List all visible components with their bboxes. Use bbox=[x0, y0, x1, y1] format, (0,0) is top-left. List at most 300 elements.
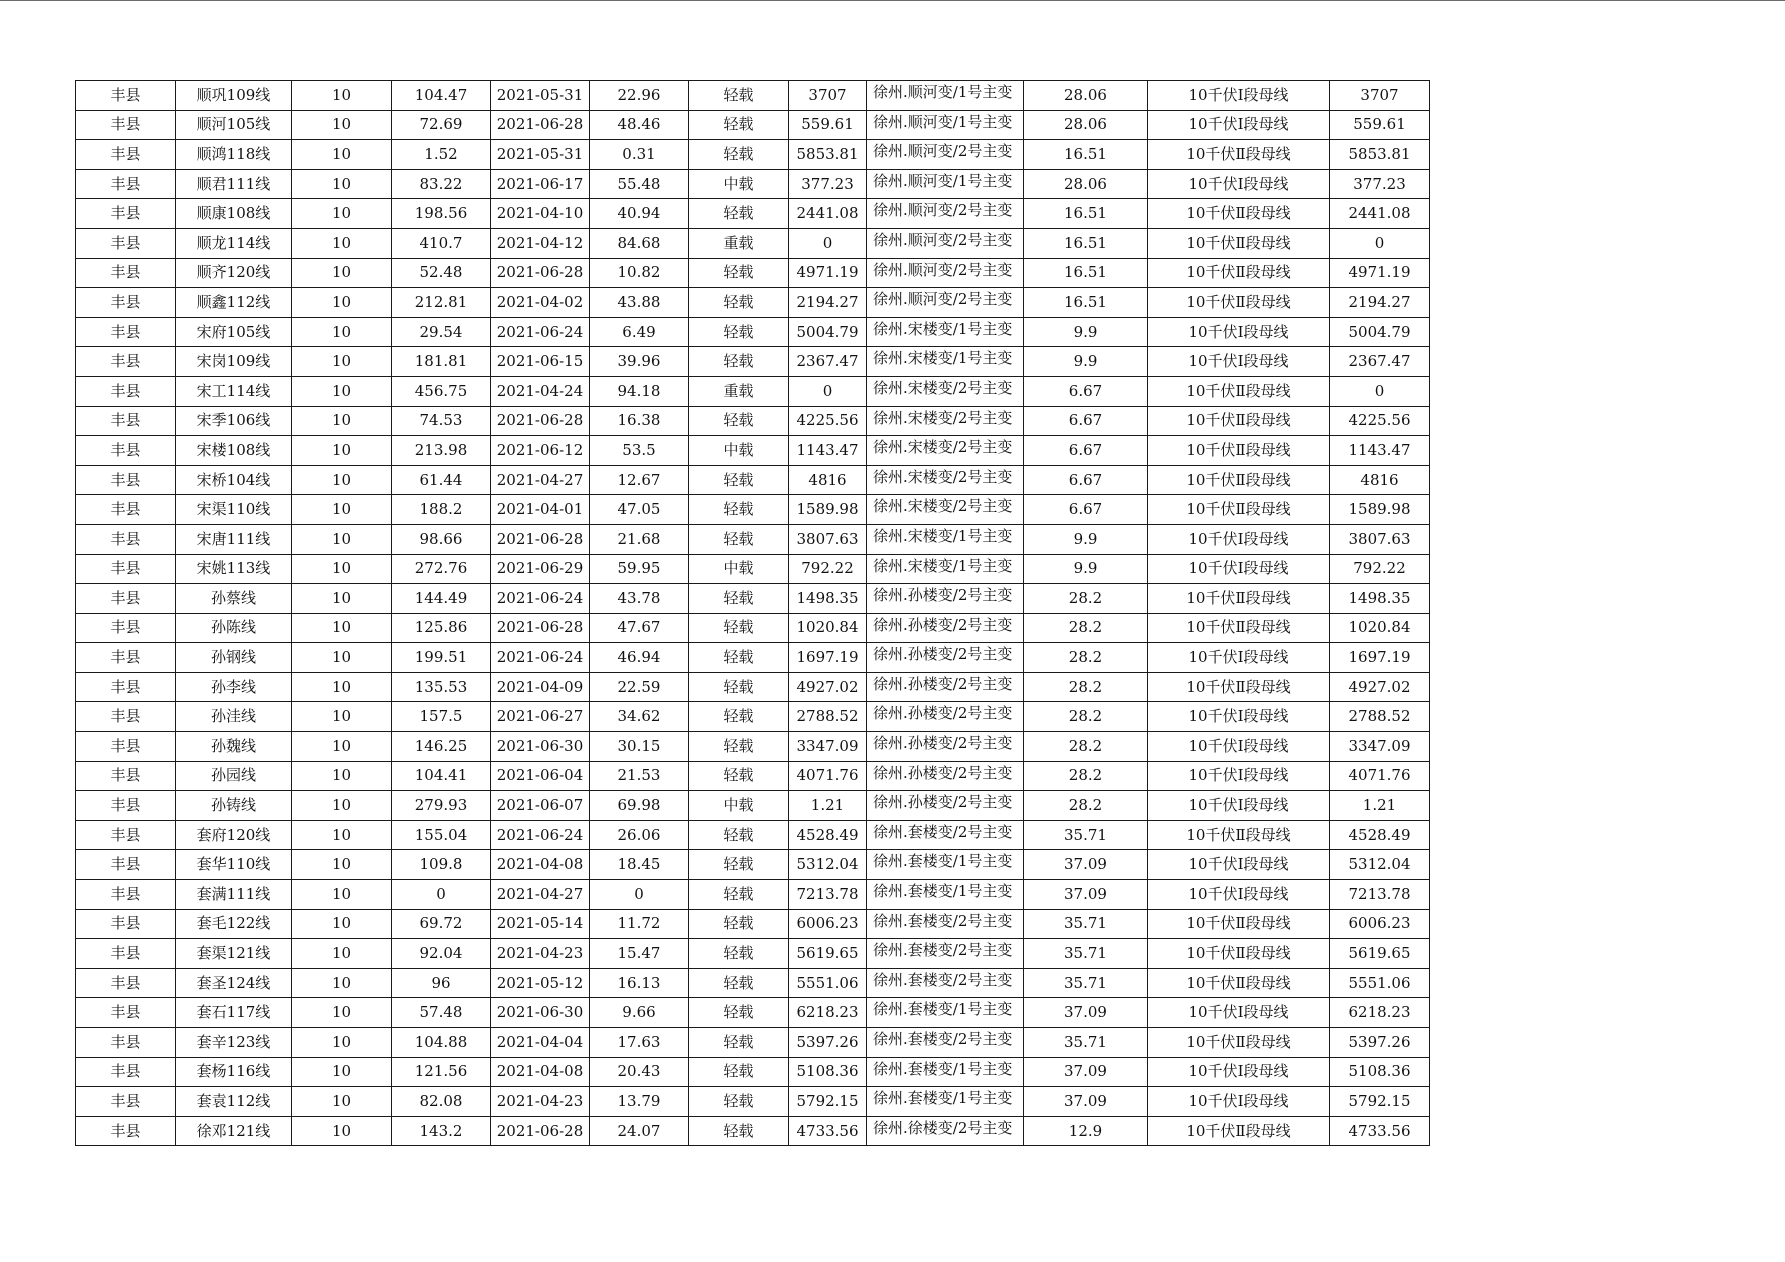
cell-value-c: 16.51 bbox=[1024, 140, 1148, 170]
cell-line-name: 孙陈线 bbox=[176, 613, 292, 643]
cell-line-name: 宋渠110线 bbox=[176, 495, 292, 525]
cell-text: 徐州.宋楼变/1号主变 bbox=[873, 556, 1013, 575]
cell-bus-section: 10千伏Ⅱ段母线 bbox=[1148, 436, 1330, 466]
cell-value-d: 6006.23 bbox=[1330, 909, 1430, 939]
cell-bus-section: 10千伏Ⅱ段母线 bbox=[1148, 406, 1330, 436]
table-row bbox=[76, 672, 1430, 702]
cell-value-c: 6.67 bbox=[1024, 376, 1148, 406]
cell-load-status: 中载 bbox=[689, 169, 789, 199]
cell-value-d: 0 bbox=[1330, 376, 1430, 406]
cell-substation-transformer bbox=[867, 880, 1024, 910]
cell-voltage: 10 bbox=[292, 1057, 392, 1087]
table-row bbox=[76, 406, 1430, 436]
cell-value-a: 181.81 bbox=[392, 347, 491, 377]
cell-substation-transformer bbox=[867, 702, 1024, 732]
cell-substation-transformer bbox=[867, 909, 1024, 939]
cell-value-a: 52.48 bbox=[392, 258, 491, 288]
cell-county: 丰县 bbox=[76, 761, 176, 791]
cell-line-name: 孙铸线 bbox=[176, 791, 292, 821]
cell-voltage: 10 bbox=[292, 1028, 392, 1058]
cell-load-rate: 69.98 bbox=[590, 791, 689, 821]
cell-value-a: 72.69 bbox=[392, 110, 491, 140]
cell-load-status: 重载 bbox=[689, 228, 789, 258]
cell-date: 2021-04-04 bbox=[491, 1028, 590, 1058]
cell-substation-transformer bbox=[867, 228, 1024, 258]
table-row bbox=[76, 169, 1430, 199]
cell-text: 徐州.孙楼变/2号主变 bbox=[873, 645, 1013, 664]
cell-bus-section: 10千伏Ⅰ段母线 bbox=[1148, 317, 1330, 347]
cell-load-status: 轻载 bbox=[689, 672, 789, 702]
cell-value-b: 3347.09 bbox=[789, 732, 867, 762]
cell-value-c: 35.71 bbox=[1024, 939, 1148, 969]
cell-text: 徐州.徐楼变/2号主变 bbox=[873, 1118, 1013, 1137]
cell-value-a: 29.54 bbox=[392, 317, 491, 347]
cell-bus-section: 10千伏Ⅰ段母线 bbox=[1148, 791, 1330, 821]
cell-county: 丰县 bbox=[76, 317, 176, 347]
cell-value-b: 792.22 bbox=[789, 554, 867, 584]
cell-voltage: 10 bbox=[292, 1116, 392, 1146]
cell-value-c: 28.2 bbox=[1024, 643, 1148, 673]
cell-line-name: 宋工114线 bbox=[176, 376, 292, 406]
cell-load-rate: 13.79 bbox=[590, 1087, 689, 1117]
cell-substation-transformer bbox=[867, 140, 1024, 170]
cell-line-name: 套辛123线 bbox=[176, 1028, 292, 1058]
cell-date: 2021-05-14 bbox=[491, 909, 590, 939]
table-row bbox=[76, 998, 1430, 1028]
cell-text: 徐州.套楼变/1号主变 bbox=[873, 852, 1013, 871]
cell-value-a: 212.81 bbox=[392, 288, 491, 318]
cell-voltage: 10 bbox=[292, 436, 392, 466]
cell-value-b: 2788.52 bbox=[789, 702, 867, 732]
table-row bbox=[76, 258, 1430, 288]
cell-text: 徐州.宋楼变/2号主变 bbox=[873, 467, 1013, 486]
cell-value-c: 28.06 bbox=[1024, 169, 1148, 199]
cell-text: 徐州.宋楼变/1号主变 bbox=[873, 349, 1013, 368]
cell-text: 徐州.宋楼变/2号主变 bbox=[873, 438, 1013, 457]
cell-value-b: 0 bbox=[789, 228, 867, 258]
cell-substation-transformer bbox=[867, 791, 1024, 821]
cell-value-d: 559.61 bbox=[1330, 110, 1430, 140]
cell-value-a: 410.7 bbox=[392, 228, 491, 258]
cell-load-rate: 11.72 bbox=[590, 909, 689, 939]
cell-date: 2021-04-02 bbox=[491, 288, 590, 318]
cell-value-a: 144.49 bbox=[392, 584, 491, 614]
cell-county: 丰县 bbox=[76, 169, 176, 199]
cell-text: 徐州.孙楼变/2号主变 bbox=[873, 704, 1013, 723]
table-row bbox=[76, 436, 1430, 466]
cell-load-rate: 53.5 bbox=[590, 436, 689, 466]
cell-bus-section: 10千伏Ⅱ段母线 bbox=[1148, 376, 1330, 406]
cell-text: 徐州.顺河变/2号主变 bbox=[873, 142, 1013, 161]
cell-text: 徐州.套楼变/1号主变 bbox=[873, 1059, 1013, 1078]
cell-date: 2021-06-29 bbox=[491, 554, 590, 584]
cell-value-d: 4927.02 bbox=[1330, 672, 1430, 702]
cell-substation-transformer bbox=[867, 436, 1024, 466]
cell-value-a: 61.44 bbox=[392, 465, 491, 495]
cell-value-a: 213.98 bbox=[392, 436, 491, 466]
cell-value-c: 6.67 bbox=[1024, 495, 1148, 525]
cell-county: 丰县 bbox=[76, 672, 176, 702]
cell-date: 2021-04-27 bbox=[491, 880, 590, 910]
cell-voltage: 10 bbox=[292, 584, 392, 614]
cell-line-name: 顺巩109线 bbox=[176, 81, 292, 111]
cell-value-c: 37.09 bbox=[1024, 1087, 1148, 1117]
cell-date: 2021-04-23 bbox=[491, 939, 590, 969]
cell-value-b: 4927.02 bbox=[789, 672, 867, 702]
cell-value-d: 1589.98 bbox=[1330, 495, 1430, 525]
cell-value-a: 272.76 bbox=[392, 554, 491, 584]
cell-load-status: 中载 bbox=[689, 791, 789, 821]
cell-bus-section: 10千伏Ⅱ段母线 bbox=[1148, 939, 1330, 969]
cell-substation-transformer bbox=[867, 968, 1024, 998]
cell-load-status: 轻载 bbox=[689, 140, 789, 170]
cell-county: 丰县 bbox=[76, 436, 176, 466]
cell-voltage: 10 bbox=[292, 820, 392, 850]
cell-load-status: 轻载 bbox=[689, 1116, 789, 1146]
cell-bus-section: 10千伏Ⅱ段母线 bbox=[1148, 258, 1330, 288]
cell-value-a: 143.2 bbox=[392, 1116, 491, 1146]
cell-load-status: 轻载 bbox=[689, 288, 789, 318]
cell-value-c: 16.51 bbox=[1024, 199, 1148, 229]
table-row bbox=[76, 880, 1430, 910]
cell-date: 2021-06-24 bbox=[491, 317, 590, 347]
table-row bbox=[76, 968, 1430, 998]
cell-value-c: 35.71 bbox=[1024, 820, 1148, 850]
cell-value-b: 5792.15 bbox=[789, 1087, 867, 1117]
cell-load-rate: 24.07 bbox=[590, 1116, 689, 1146]
cell-date: 2021-06-07 bbox=[491, 791, 590, 821]
cell-date: 2021-04-12 bbox=[491, 228, 590, 258]
table-row bbox=[76, 1087, 1430, 1117]
cell-load-rate: 6.49 bbox=[590, 317, 689, 347]
cell-voltage: 10 bbox=[292, 998, 392, 1028]
cell-text: 徐州.顺河变/2号主变 bbox=[873, 201, 1013, 220]
cell-value-a: 104.47 bbox=[392, 81, 491, 111]
cell-voltage: 10 bbox=[292, 288, 392, 318]
cell-date: 2021-06-17 bbox=[491, 169, 590, 199]
cell-bus-section: 10千伏Ⅰ段母线 bbox=[1148, 761, 1330, 791]
cell-date: 2021-05-31 bbox=[491, 81, 590, 111]
cell-value-c: 37.09 bbox=[1024, 1057, 1148, 1087]
cell-value-b: 1697.19 bbox=[789, 643, 867, 673]
cell-date: 2021-06-24 bbox=[491, 820, 590, 850]
cell-value-d: 1697.19 bbox=[1330, 643, 1430, 673]
cell-value-c: 28.2 bbox=[1024, 613, 1148, 643]
cell-substation-transformer bbox=[867, 524, 1024, 554]
cell-load-rate: 9.66 bbox=[590, 998, 689, 1028]
cell-text: 徐州.孙楼变/2号主变 bbox=[873, 763, 1013, 782]
table-row bbox=[76, 376, 1430, 406]
cell-line-name: 宋楼108线 bbox=[176, 436, 292, 466]
cell-load-status: 轻载 bbox=[689, 584, 789, 614]
cell-load-status: 轻载 bbox=[689, 495, 789, 525]
cell-value-a: 92.04 bbox=[392, 939, 491, 969]
cell-value-d: 2441.08 bbox=[1330, 199, 1430, 229]
cell-substation-transformer bbox=[867, 1057, 1024, 1087]
cell-county: 丰县 bbox=[76, 1057, 176, 1087]
table-row bbox=[76, 288, 1430, 318]
cell-line-name: 顺鸿118线 bbox=[176, 140, 292, 170]
cell-date: 2021-06-28 bbox=[491, 524, 590, 554]
cell-date: 2021-06-30 bbox=[491, 998, 590, 1028]
cell-county: 丰县 bbox=[76, 347, 176, 377]
cell-value-a: 83.22 bbox=[392, 169, 491, 199]
table-row bbox=[76, 465, 1430, 495]
cell-value-a: 279.93 bbox=[392, 791, 491, 821]
cell-value-a: 135.53 bbox=[392, 672, 491, 702]
cell-voltage: 10 bbox=[292, 909, 392, 939]
cell-voltage: 10 bbox=[292, 791, 392, 821]
cell-value-b: 4971.19 bbox=[789, 258, 867, 288]
cell-value-a: 1.52 bbox=[392, 140, 491, 170]
cell-load-rate: 17.63 bbox=[590, 1028, 689, 1058]
cell-county: 丰县 bbox=[76, 732, 176, 762]
cell-bus-section: 10千伏Ⅱ段母线 bbox=[1148, 820, 1330, 850]
cell-value-d: 4071.76 bbox=[1330, 761, 1430, 791]
cell-bus-section: 10千伏Ⅱ段母线 bbox=[1148, 465, 1330, 495]
cell-value-a: 57.48 bbox=[392, 998, 491, 1028]
cell-value-d: 792.22 bbox=[1330, 554, 1430, 584]
cell-value-b: 559.61 bbox=[789, 110, 867, 140]
cell-value-d: 5108.36 bbox=[1330, 1057, 1430, 1087]
cell-bus-section: 10千伏Ⅱ段母线 bbox=[1148, 672, 1330, 702]
cell-load-status: 中载 bbox=[689, 554, 789, 584]
cell-county: 丰县 bbox=[76, 524, 176, 554]
cell-load-rate: 10.82 bbox=[590, 258, 689, 288]
cell-value-d: 1.21 bbox=[1330, 791, 1430, 821]
cell-substation-transformer bbox=[867, 643, 1024, 673]
cell-value-c: 37.09 bbox=[1024, 998, 1148, 1028]
cell-voltage: 10 bbox=[292, 850, 392, 880]
cell-value-c: 6.67 bbox=[1024, 465, 1148, 495]
cell-load-status: 轻载 bbox=[689, 939, 789, 969]
cell-value-c: 28.2 bbox=[1024, 672, 1148, 702]
cell-text: 徐州.顺河变/1号主变 bbox=[873, 112, 1013, 131]
cell-line-name: 套袁112线 bbox=[176, 1087, 292, 1117]
cell-line-name: 孙李线 bbox=[176, 672, 292, 702]
cell-line-name: 顺河105线 bbox=[176, 110, 292, 140]
cell-county: 丰县 bbox=[76, 376, 176, 406]
cell-load-rate: 21.53 bbox=[590, 761, 689, 791]
cell-line-name: 孙蔡线 bbox=[176, 584, 292, 614]
cell-county: 丰县 bbox=[76, 1028, 176, 1058]
table-row bbox=[76, 317, 1430, 347]
cell-voltage: 10 bbox=[292, 1087, 392, 1117]
cell-value-d: 5551.06 bbox=[1330, 968, 1430, 998]
cell-value-b: 3707 bbox=[789, 81, 867, 111]
cell-county: 丰县 bbox=[76, 1116, 176, 1146]
cell-load-status: 轻载 bbox=[689, 347, 789, 377]
cell-text: 徐州.套楼变/2号主变 bbox=[873, 970, 1013, 989]
cell-value-b: 7213.78 bbox=[789, 880, 867, 910]
cell-date: 2021-06-28 bbox=[491, 258, 590, 288]
cell-value-b: 5551.06 bbox=[789, 968, 867, 998]
cell-date: 2021-06-24 bbox=[491, 584, 590, 614]
cell-substation-transformer bbox=[867, 732, 1024, 762]
cell-voltage: 10 bbox=[292, 880, 392, 910]
cell-load-rate: 16.38 bbox=[590, 406, 689, 436]
cell-date: 2021-04-09 bbox=[491, 672, 590, 702]
cell-value-d: 5004.79 bbox=[1330, 317, 1430, 347]
cell-text: 徐州.宋楼变/2号主变 bbox=[873, 408, 1013, 427]
cell-text: 徐州.套楼变/2号主变 bbox=[873, 941, 1013, 960]
cell-text: 徐州.顺河变/1号主变 bbox=[873, 171, 1013, 190]
cell-bus-section: 10千伏Ⅱ段母线 bbox=[1148, 140, 1330, 170]
cell-value-d: 5619.65 bbox=[1330, 939, 1430, 969]
cell-voltage: 10 bbox=[292, 672, 392, 702]
cell-load-rate: 21.68 bbox=[590, 524, 689, 554]
cell-substation-transformer bbox=[867, 347, 1024, 377]
cell-load-status: 轻载 bbox=[689, 465, 789, 495]
cell-substation-transformer bbox=[867, 761, 1024, 791]
cell-load-status: 轻载 bbox=[689, 406, 789, 436]
cell-substation-transformer bbox=[867, 406, 1024, 436]
cell-voltage: 10 bbox=[292, 939, 392, 969]
cell-value-b: 4071.76 bbox=[789, 761, 867, 791]
cell-county: 丰县 bbox=[76, 939, 176, 969]
cell-load-rate: 0 bbox=[590, 880, 689, 910]
cell-value-b: 1.21 bbox=[789, 791, 867, 821]
cell-text: 徐州.顺河变/2号主变 bbox=[873, 260, 1013, 279]
cell-county: 丰县 bbox=[76, 288, 176, 318]
cell-voltage: 10 bbox=[292, 524, 392, 554]
cell-value-d: 4733.56 bbox=[1330, 1116, 1430, 1146]
cell-substation-transformer bbox=[867, 288, 1024, 318]
cell-line-name: 孙钢线 bbox=[176, 643, 292, 673]
table-row bbox=[76, 820, 1430, 850]
cell-load-status: 轻载 bbox=[689, 702, 789, 732]
cell-load-rate: 12.67 bbox=[590, 465, 689, 495]
cell-load-rate: 47.67 bbox=[590, 613, 689, 643]
cell-value-b: 2367.47 bbox=[789, 347, 867, 377]
table-row bbox=[76, 1028, 1430, 1058]
cell-substation-transformer bbox=[867, 495, 1024, 525]
cell-voltage: 10 bbox=[292, 643, 392, 673]
cell-load-rate: 55.48 bbox=[590, 169, 689, 199]
cell-voltage: 10 bbox=[292, 376, 392, 406]
cell-substation-transformer bbox=[867, 169, 1024, 199]
cell-value-b: 5619.65 bbox=[789, 939, 867, 969]
cell-value-d: 377.23 bbox=[1330, 169, 1430, 199]
cell-value-c: 16.51 bbox=[1024, 228, 1148, 258]
table-body bbox=[76, 81, 1430, 1146]
cell-line-name: 套毛122线 bbox=[176, 909, 292, 939]
cell-bus-section: 10千伏Ⅰ段母线 bbox=[1148, 850, 1330, 880]
cell-bus-section: 10千伏Ⅱ段母线 bbox=[1148, 495, 1330, 525]
cell-substation-transformer bbox=[867, 258, 1024, 288]
cell-value-d: 2194.27 bbox=[1330, 288, 1430, 318]
cell-value-a: 188.2 bbox=[392, 495, 491, 525]
cell-value-c: 28.06 bbox=[1024, 110, 1148, 140]
table-row bbox=[76, 199, 1430, 229]
cell-load-rate: 22.96 bbox=[590, 81, 689, 111]
cell-substation-transformer bbox=[867, 584, 1024, 614]
cell-line-name: 宋姚113线 bbox=[176, 554, 292, 584]
cell-value-d: 4528.49 bbox=[1330, 820, 1430, 850]
cell-substation-transformer bbox=[867, 1116, 1024, 1146]
cell-county: 丰县 bbox=[76, 968, 176, 998]
cell-value-d: 3347.09 bbox=[1330, 732, 1430, 762]
table-row bbox=[76, 613, 1430, 643]
cell-text: 徐州.顺河变/1号主变 bbox=[873, 83, 1013, 101]
cell-text: 徐州.孙楼变/2号主变 bbox=[873, 734, 1013, 753]
cell-value-a: 146.25 bbox=[392, 732, 491, 762]
cell-voltage: 10 bbox=[292, 968, 392, 998]
cell-load-rate: 39.96 bbox=[590, 347, 689, 377]
cell-value-b: 5312.04 bbox=[789, 850, 867, 880]
cell-value-c: 9.9 bbox=[1024, 347, 1148, 377]
cell-date: 2021-05-12 bbox=[491, 968, 590, 998]
cell-date: 2021-06-15 bbox=[491, 347, 590, 377]
cell-load-status: 轻载 bbox=[689, 524, 789, 554]
cell-value-a: 157.5 bbox=[392, 702, 491, 732]
cell-county: 丰县 bbox=[76, 258, 176, 288]
cell-county: 丰县 bbox=[76, 909, 176, 939]
cell-load-status: 重载 bbox=[689, 376, 789, 406]
cell-load-rate: 47.05 bbox=[590, 495, 689, 525]
cell-value-b: 4733.56 bbox=[789, 1116, 867, 1146]
cell-voltage: 10 bbox=[292, 317, 392, 347]
cell-date: 2021-04-24 bbox=[491, 376, 590, 406]
cell-substation-transformer bbox=[867, 1087, 1024, 1117]
cell-value-d: 4971.19 bbox=[1330, 258, 1430, 288]
table-row bbox=[76, 761, 1430, 791]
cell-date: 2021-06-28 bbox=[491, 406, 590, 436]
cell-load-status: 轻载 bbox=[689, 850, 789, 880]
cell-text: 徐州.套楼变/1号主变 bbox=[873, 882, 1013, 901]
cell-value-c: 9.9 bbox=[1024, 554, 1148, 584]
cell-value-b: 4225.56 bbox=[789, 406, 867, 436]
table-row bbox=[76, 140, 1430, 170]
cell-substation-transformer bbox=[867, 554, 1024, 584]
cell-load-status: 轻载 bbox=[689, 1087, 789, 1117]
cell-bus-section: 10千伏Ⅰ段母线 bbox=[1148, 1087, 1330, 1117]
cell-value-b: 5004.79 bbox=[789, 317, 867, 347]
cell-load-rate: 20.43 bbox=[590, 1057, 689, 1087]
cell-bus-section: 10千伏Ⅱ段母线 bbox=[1148, 584, 1330, 614]
table-row bbox=[76, 1057, 1430, 1087]
table-row bbox=[76, 702, 1430, 732]
cell-load-rate: 30.15 bbox=[590, 732, 689, 762]
feeder-load-table bbox=[75, 80, 1430, 1146]
cell-date: 2021-06-28 bbox=[491, 613, 590, 643]
cell-date: 2021-06-28 bbox=[491, 1116, 590, 1146]
cell-voltage: 10 bbox=[292, 761, 392, 791]
cell-bus-section: 10千伏Ⅰ段母线 bbox=[1148, 110, 1330, 140]
cell-value-a: 198.56 bbox=[392, 199, 491, 229]
cell-line-name: 顺鑫112线 bbox=[176, 288, 292, 318]
cell-value-a: 104.88 bbox=[392, 1028, 491, 1058]
cell-load-status: 中载 bbox=[689, 436, 789, 466]
cell-bus-section: 10千伏Ⅱ段母线 bbox=[1148, 613, 1330, 643]
cell-substation-transformer bbox=[867, 465, 1024, 495]
cell-substation-transformer bbox=[867, 613, 1024, 643]
cell-line-name: 套石117线 bbox=[176, 998, 292, 1028]
cell-line-name: 套圣124线 bbox=[176, 968, 292, 998]
cell-bus-section: 10千伏Ⅰ段母线 bbox=[1148, 998, 1330, 1028]
cell-bus-section: 10千伏Ⅱ段母线 bbox=[1148, 968, 1330, 998]
cell-value-c: 35.71 bbox=[1024, 1028, 1148, 1058]
cell-load-status: 轻载 bbox=[689, 613, 789, 643]
cell-date: 2021-06-27 bbox=[491, 702, 590, 732]
cell-county: 丰县 bbox=[76, 228, 176, 258]
cell-value-d: 0 bbox=[1330, 228, 1430, 258]
cell-county: 丰县 bbox=[76, 702, 176, 732]
cell-line-name: 宋岗109线 bbox=[176, 347, 292, 377]
cell-bus-section: 10千伏Ⅰ段母线 bbox=[1148, 1057, 1330, 1087]
cell-value-c: 6.67 bbox=[1024, 406, 1148, 436]
cell-load-rate: 46.94 bbox=[590, 643, 689, 673]
